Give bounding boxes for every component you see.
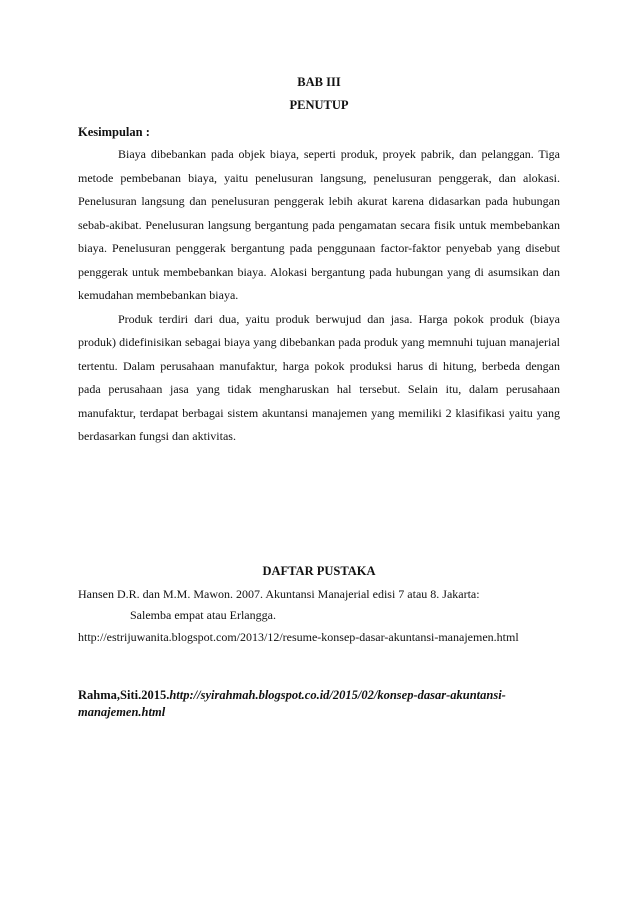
reference-rahma-link[interactable]: http://syirahmah.blogspot.co.id/2015/02/konsep-dasar-akuntansi-manajemen.html [78, 688, 506, 719]
conclusion-body [78, 143, 560, 449]
reference-rahma [78, 687, 558, 721]
conclusion-paragraph-2: Produk terdiri dari dua, yaitu produk berwujud dan jasa. Harga pokok produk (biaya produk) didefinisikan sebagai biaya yang dibebankan pada produk yang memnuhi tujuan manajerial tertentu. Dalam perusahaan manufaktur, harga pokok produksi harus di hitung, berbeda dengan pada perusahaan jasa yang tidak mengharuskan hal tersebut. Selain itu, dalam perusahaan manufaktur, terdapat berbagai sistem akuntansi manajemen yang memiliki 2 klasifikasi yaitu yang berdasarkan fungsi dan aktivitas. [78, 311, 560, 443]
chapter-number: BAB III [297, 75, 341, 89]
conclusion-label: Kesimpulan : [78, 125, 150, 139]
reference-hansen-continued: Salemba empat atau Erlangga. [130, 608, 276, 622]
reference-hansen: Hansen D.R. dan M.M. Mawon. 2007. Akuntansi Manajerial edisi 7 atau 8. Jakarta: [78, 587, 480, 601]
reference-rahma-author: Rahma,Siti.2015. [78, 688, 170, 702]
reference-estrijuwanita-link[interactable]: http://estrijuwanita.blogspot.com/2013/12/resume-konsep-dasar-akuntansi-manajemen.html [78, 630, 519, 644]
conclusion-paragraph-1: Biaya dibebankan pada objek biaya, seperti produk, proyek pabrik, dan pelanggan. Tiga metode pembebanan biaya, yaitu penelusuran langsung, penelusuran penggerak, dan alokasi. Penelusuran langsung dan penelusuran penggerak lebih akurat karena didasarkan pada hubungan sebab-akibat. Penelusuran langsung bergantung pada pengamatan secara fisik untuk membebankan biaya. Penelusuran penggerak bergantung pada penggunaan factor-faktor penyebab yang disebut penggerak untuk membebankan biaya. Alokasi bergantung pada hubungan yang di asumsikan dan kemudahan membebankan biaya. [78, 147, 560, 302]
chapter-title: PENUTUP [289, 98, 349, 112]
bibliography-title: DAFTAR PUSTAKA [262, 564, 376, 578]
